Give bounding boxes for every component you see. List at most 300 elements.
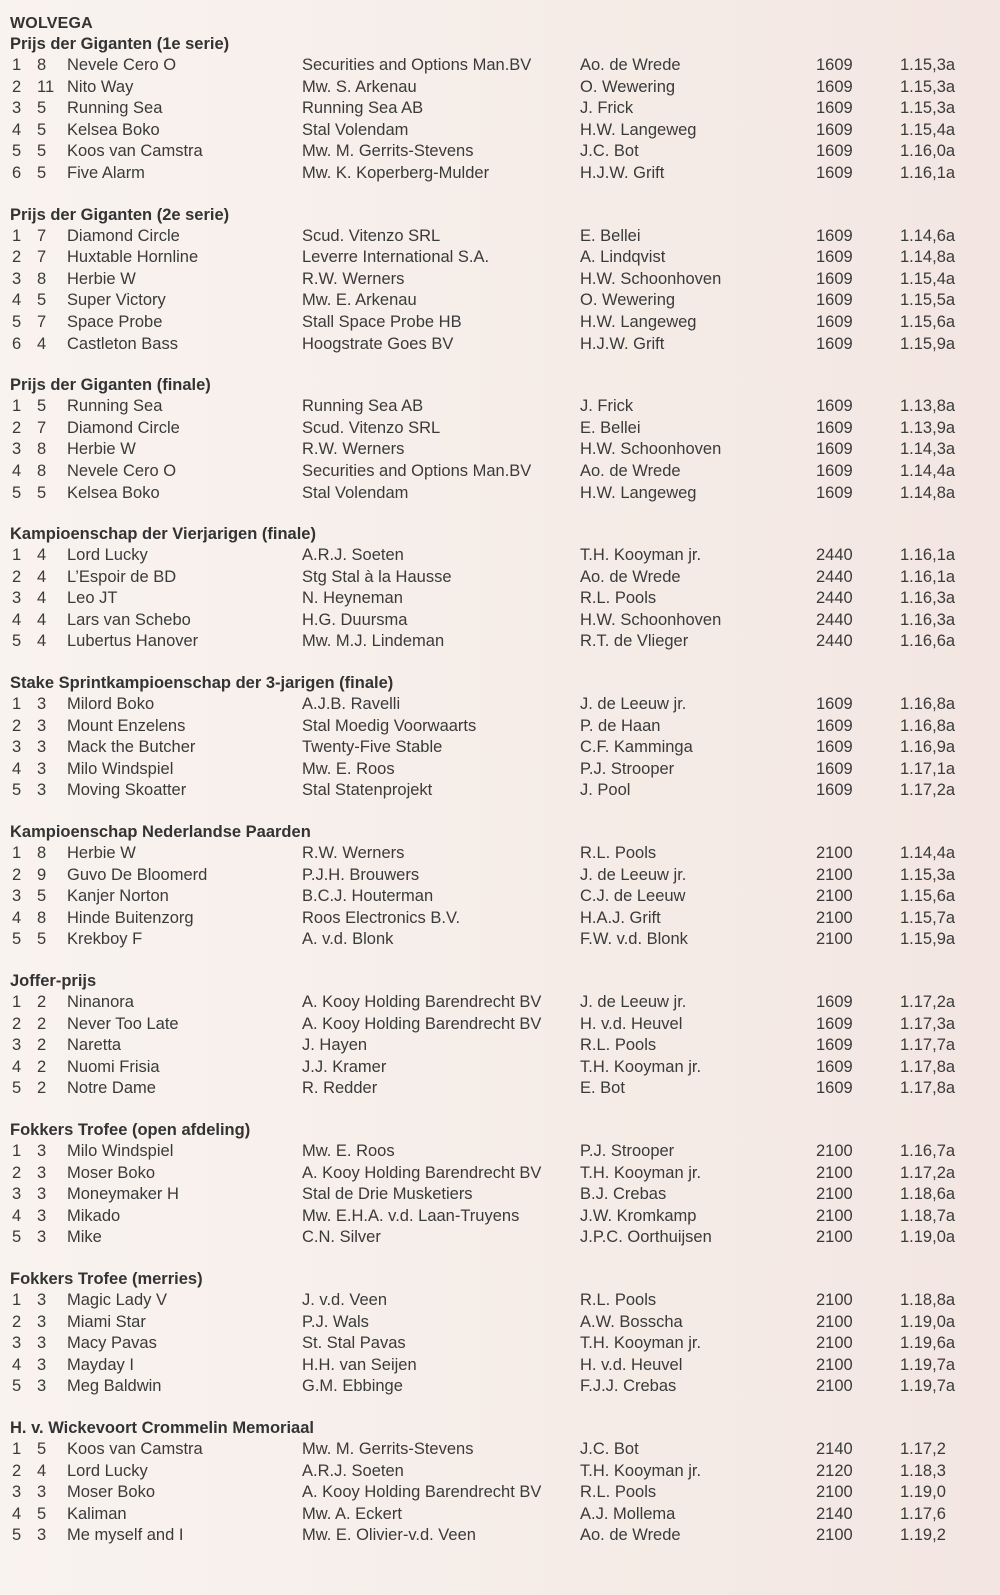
finish-position: 2 [12,1163,22,1182]
owner-name: Mw. S. Arkenau [302,77,417,96]
driver-name: P. de Haan [580,716,661,735]
kilometer-time: 1.19,0a [900,1312,956,1331]
finish-position: 1 [12,695,22,714]
owner-name: R. Redder [302,1079,378,1098]
start-number: 3 [37,1141,47,1160]
driver-name: J.C. Bot [580,1439,639,1458]
kilometer-time: 1.16,6a [900,632,956,651]
race-section [10,524,990,653]
race-section [10,971,990,1100]
horse-name: Hinde Buitenzorg [67,908,194,927]
section-spacer [10,951,990,971]
race-distance: 1609 [816,716,853,735]
start-number: 3 [37,759,47,778]
owner-name: A. Kooy Holding Barendrecht BV [302,993,542,1011]
driver-name: A.J. Mollema [580,1504,676,1523]
kilometer-time: 1.19,0 [900,1483,946,1502]
finish-position: 5 [12,312,22,331]
start-number: 5 [37,291,47,310]
driver-name: R.T. de Vlieger [580,632,689,651]
driver-name: R.L. Pools [580,1036,657,1055]
horse-name: Mike [67,1228,102,1247]
race-distance: 1609 [816,312,853,331]
start-number: 5 [37,99,47,118]
kilometer-time: 1.15,5a [900,291,956,310]
race-distance: 1609 [816,440,853,459]
kilometer-time: 1.16,1a [900,163,956,182]
race-distance: 2100 [816,930,853,949]
kilometer-time: 1.15,4a [900,120,956,139]
start-number: 3 [37,1377,47,1396]
result-row [10,610,990,632]
result-row [10,312,990,334]
start-number: 3 [37,1206,47,1225]
start-number: 2 [37,1057,47,1076]
finish-position: 4 [12,1355,22,1374]
owner-name: Scud. Vitenzo SRL [302,418,441,437]
start-number: 8 [37,269,47,288]
result-row [10,1227,990,1249]
owner-name: Mw. E. Olivier-v.d. Veen [302,1526,476,1545]
race-distance: 2100 [816,1206,853,1225]
owner-name: Mw. E.H.A. v.d. Laan-Truyens [302,1206,520,1225]
start-number: 2 [37,1014,47,1033]
owner-name: R.W. Werners [302,844,405,863]
driver-name: J.W. Kromkamp [580,1206,697,1225]
result-row [10,247,990,269]
horse-name: Magic Lady V [67,1290,167,1309]
venue-title: WOLVEGA [10,15,93,32]
finish-position: 5 [12,142,22,161]
race-title: H. v. Wickevoort Crommelin Memoriaal [10,1418,314,1437]
result-row [10,439,990,461]
race-distance: 1609 [816,56,853,74]
horse-name: Milo Windspiel [67,759,174,778]
section-spacer [10,355,990,375]
start-number: 3 [37,738,47,757]
driver-name: C.F. Kamminga [580,738,693,757]
driver-name: H. v.d. Heuvel [580,1014,683,1033]
result-row [10,588,990,610]
result-row [10,55,990,77]
race-distance: 1609 [816,248,853,267]
driver-name: O. Wewering [580,291,676,310]
result-row [10,545,990,567]
start-number: 2 [37,993,47,1011]
owner-name: Running Sea AB [302,99,424,118]
driver-name: H.W. Langeweg [580,120,697,139]
finish-position: 1 [12,226,22,245]
driver-name: H.W. Schoonhoven [580,440,722,459]
owner-name: Scud. Vitenzo SRL [302,226,441,245]
race-title: Prijs der Giganten (finale) [10,376,211,395]
kilometer-time: 1.16,0a [900,142,956,161]
kilometer-time: 1.16,8a [900,695,956,714]
finish-position: 5 [12,1228,22,1247]
horse-name: Moser Boko [67,1163,156,1182]
race-distance: 1609 [816,781,853,800]
kilometer-time: 1.15,7a [900,908,956,927]
result-row [10,843,990,865]
horse-name: Kaliman [67,1504,127,1523]
finish-position: 3 [12,1334,22,1353]
kilometer-time: 1.17,2 [900,1439,946,1458]
owner-name: Stg Stal à la Hausse [302,567,452,586]
driver-name: F.W. v.d. Blonk [580,930,688,949]
result-row [10,567,990,589]
result-row [10,929,990,951]
result-row [10,269,990,291]
driver-name: T.H. Kooyman jr. [580,1163,702,1182]
driver-name: H.A.J. Grift [580,908,661,927]
finish-position: 4 [12,610,22,629]
horse-name: Kelsea Boko [67,483,160,502]
start-number: 3 [37,1312,47,1331]
start-number: 3 [37,695,47,714]
owner-name: A. v.d. Blonk [302,930,394,949]
race-distance: 2100 [816,1290,853,1309]
kilometer-time: 1.13,9a [900,418,956,437]
start-number: 3 [37,1526,47,1545]
start-number: 5 [37,163,47,182]
owner-name: Stal Volendam [302,483,409,502]
section-spacer [10,653,990,673]
section-spacer [10,802,990,822]
kilometer-time: 1.16,9a [900,738,956,757]
horse-name: Huxtable Hornline [67,248,199,267]
kilometer-time: 1.15,3a [900,99,956,118]
kilometer-time: 1.15,3a [900,56,956,74]
race-section [10,1418,990,1547]
driver-name: F.J.J. Crebas [580,1377,677,1396]
driver-name: J. de Leeuw jr. [580,695,687,714]
kilometer-time: 1.17,1a [900,759,956,778]
result-row [10,1461,990,1483]
finish-position: 3 [12,1036,22,1055]
start-number: 3 [37,716,47,735]
start-number: 11 [37,77,55,96]
owner-name: Mw. M.J. Lindeman [302,632,445,651]
race-distance: 2100 [816,1163,853,1182]
kilometer-time: 1.14,3a [900,440,956,459]
kilometer-time: 1.16,3a [900,589,956,608]
horse-name: Mount Enzelens [67,716,186,735]
result-row [10,1525,990,1547]
driver-name: Ao. de Wrede [580,1526,681,1545]
race-title: Kampioenschap Nederlandse Paarden [10,823,311,842]
start-number: 4 [37,334,47,353]
horse-name: Never Too Late [67,1014,179,1033]
finish-position: 2 [12,77,22,96]
horse-name: Naretta [67,1036,122,1055]
race-distance: 1609 [816,120,853,139]
race-distance: 2440 [816,546,853,565]
owner-name: H.H. van Seijen [302,1355,417,1374]
driver-name: T.H. Kooyman jr. [580,1057,702,1076]
race-distance: 1609 [816,418,853,437]
start-number: 7 [37,248,47,267]
finish-position: 1 [12,844,22,863]
owner-name: Mw. M. Gerrits-Stevens [302,1439,474,1458]
kilometer-time: 1.14,6a [900,226,956,245]
result-row [10,1482,990,1504]
kilometer-time: 1.17,7a [900,1036,956,1055]
driver-name: J.P.C. Oorthuijsen [580,1228,712,1247]
owner-name: Leverre International S.A. [302,248,490,267]
owner-name: P.J.H. Brouwers [302,865,420,884]
finish-position: 1 [12,993,22,1011]
race-distance: 1609 [816,334,853,353]
horse-name: Lubertus Hanover [67,632,199,651]
finish-position: 5 [12,930,22,949]
horse-name: Kanjer Norton [67,887,169,906]
kilometer-time: 1.17,8a [900,1079,956,1098]
finish-position: 6 [12,334,22,353]
driver-name: H.W. Schoonhoven [580,610,722,629]
start-number: 5 [37,1439,47,1458]
race-title: Stake Sprintkampioenschap der 3-jarigen (finale) [10,674,394,693]
kilometer-time: 1.18,7a [900,1206,956,1225]
driver-name: H.W. Langeweg [580,483,697,502]
finish-position: 2 [12,1461,22,1480]
section-spacer [10,185,990,205]
race-distance: 2100 [816,1483,853,1502]
kilometer-time: 1.19,6a [900,1334,956,1353]
race-distance: 2120 [816,1461,853,1480]
result-row [10,1376,990,1398]
finish-position: 3 [12,1185,22,1204]
start-number: 9 [37,865,47,884]
race-distance: 2100 [816,1312,853,1331]
owner-name: G.M. Ebbinge [302,1377,403,1396]
start-number: 8 [37,844,47,863]
finish-position: 4 [12,461,22,480]
race-distance: 1609 [816,1014,853,1033]
result-row [10,737,990,759]
result-row [10,290,990,312]
driver-name: P.J. Strooper [580,1141,675,1160]
horse-name: Ninanora [67,993,134,1011]
race-distance: 2440 [816,632,853,651]
race-distance: 1609 [816,738,853,757]
finish-position: 2 [12,567,22,586]
finish-position: 3 [12,99,22,118]
result-row [10,631,990,653]
race-section [10,1269,990,1398]
driver-name: H.W. Langeweg [580,312,697,331]
owner-name: Stal Volendam [302,120,409,139]
driver-name: O. Wewering [580,77,676,96]
kilometer-time: 1.19,0a [900,1228,956,1247]
owner-name: Mw. K. Koperberg-Mulder [302,163,490,182]
kilometer-time: 1.13,8a [900,397,956,416]
owner-name: Securities and Options Man.BV [302,56,532,74]
kilometer-time: 1.18,6a [900,1185,956,1204]
race-distance: 2100 [816,1377,853,1396]
finish-position: 2 [12,716,22,735]
result-row [10,1184,990,1206]
start-number: 3 [37,1290,47,1309]
finish-position: 5 [12,781,22,800]
driver-name: R.L. Pools [580,1483,657,1502]
owner-name: J. Hayen [302,1036,368,1055]
result-row [10,865,990,887]
section-spacer [10,504,990,524]
finish-position: 1 [12,1290,22,1309]
finish-position: 1 [12,397,22,416]
result-row [10,1057,990,1079]
finish-position: 2 [12,418,22,437]
results-sections [10,34,990,1547]
result-row [10,886,990,908]
finish-position: 5 [12,632,22,651]
kilometer-time: 1.16,7a [900,1141,956,1160]
result-row [10,418,990,440]
start-number: 4 [37,1461,47,1480]
horse-name: Herbie W [67,440,136,459]
start-number: 7 [37,226,47,245]
section-spacer [10,1398,990,1418]
result-row [10,694,990,716]
start-number: 4 [37,567,47,586]
owner-name: A.R.J. Soeten [302,546,404,565]
owner-name: A. Kooy Holding Barendrecht BV [302,1014,542,1033]
start-number: 5 [37,397,47,416]
horse-name: Koos van Camstra [67,1439,203,1458]
owner-name: Mw. A. Eckert [302,1504,402,1523]
owner-name: C.N. Silver [302,1228,381,1247]
finish-position: 4 [12,1206,22,1225]
finish-position: 1 [12,56,22,74]
start-number: 8 [37,56,47,74]
start-number: 5 [37,120,47,139]
race-title: Fokkers Trofee (open afdeling) [10,1120,251,1139]
race-distance: 1609 [816,1079,853,1098]
start-number: 3 [37,1355,47,1374]
finish-position: 2 [12,1014,22,1033]
start-number: 3 [37,1228,47,1247]
kilometer-time: 1.15,9a [900,930,956,949]
race-distance: 1609 [816,759,853,778]
result-row [10,163,990,185]
horse-name: Herbie W [67,269,136,288]
race-distance: 1609 [816,291,853,310]
horse-name: Nuomi Frisia [67,1057,160,1076]
result-row [10,1078,990,1100]
finish-position: 6 [12,163,22,182]
race-distance: 1609 [816,269,853,288]
result-row [10,1141,990,1163]
driver-name: Ao. de Wrede [580,56,681,74]
kilometer-time: 1.17,2a [900,1163,956,1182]
horse-name: Miami Star [67,1312,146,1331]
driver-name: J.C. Bot [580,142,639,161]
owner-name: Stal Moedig Voorwaarts [302,716,477,735]
result-row [10,908,990,930]
finish-position: 3 [12,738,22,757]
start-number: 3 [37,1483,47,1502]
driver-name: J. Frick [580,397,634,416]
owner-name: P.J. Wals [302,1312,369,1331]
driver-name: R.L. Pools [580,589,657,608]
owner-name: A. Kooy Holding Barendrecht BV [302,1163,542,1182]
horse-name: Running Sea [67,397,163,416]
finish-position: 2 [12,248,22,267]
driver-name: P.J. Strooper [580,759,675,778]
owner-name: B.C.J. Houterman [302,887,434,906]
finish-position: 5 [12,1079,22,1098]
start-number: 4 [37,632,47,651]
section-spacer [10,1249,990,1269]
start-number: 5 [37,142,47,161]
kilometer-time: 1.15,6a [900,312,956,331]
race-distance: 2100 [816,865,853,884]
start-number: 4 [37,589,47,608]
horse-name: Lord Lucky [67,546,148,565]
kilometer-time: 1.14,8a [900,483,956,502]
owner-name: Mw. M. Gerrits-Stevens [302,142,474,161]
kilometer-time: 1.15,9a [900,334,956,353]
driver-name: Ao. de Wrede [580,461,681,480]
horse-name: Moving Skoatter [67,781,187,800]
finish-position: 2 [12,865,22,884]
finish-position: 5 [12,1377,22,1396]
result-row [10,77,990,99]
owner-name: Roos Electronics B.V. [302,908,461,927]
result-row [10,461,990,483]
horse-name: Krekboy F [67,930,143,949]
race-distance: 1609 [816,226,853,245]
kilometer-time: 1.16,1a [900,546,956,565]
start-number: 4 [37,610,47,629]
race-section [10,673,990,802]
start-number: 3 [37,1185,47,1204]
race-distance: 1609 [816,1057,853,1076]
finish-position: 1 [12,546,22,565]
result-row [10,483,990,505]
results-page [10,14,990,1547]
race-distance: 1609 [816,993,853,1011]
kilometer-time: 1.17,8a [900,1057,956,1076]
result-row [10,1355,990,1377]
race-distance: 2100 [816,844,853,863]
finish-position: 5 [12,483,22,502]
horse-name: Lord Lucky [67,1461,148,1480]
kilometer-time: 1.18,8a [900,1290,956,1309]
owner-name: Stal de Drie Musketiers [302,1185,473,1204]
race-distance: 1609 [816,695,853,714]
driver-name: J. Pool [580,781,631,800]
driver-name: R.L. Pools [580,844,657,863]
owner-name: Mw. E. Arkenau [302,291,417,310]
driver-name: E. Bellei [580,418,641,437]
start-number: 5 [37,887,47,906]
finish-position: 3 [12,1483,22,1502]
driver-name: H.W. Schoonhoven [580,269,722,288]
kilometer-time: 1.16,3a [900,610,956,629]
race-title: Joffer-prijs [10,972,97,990]
kilometer-time: 1.18,3 [900,1461,946,1480]
owner-name: Securities and Options Man.BV [302,461,532,480]
horse-name: Herbie W [67,844,136,863]
kilometer-time: 1.16,8a [900,716,956,735]
owner-name: H.G. Duursma [302,610,408,629]
race-distance: 2440 [816,589,853,608]
driver-name: B.J. Crebas [580,1185,667,1204]
start-number: 4 [37,546,47,565]
race-distance: 2100 [816,1334,853,1353]
horse-name: Lars van Schebo [67,610,191,629]
